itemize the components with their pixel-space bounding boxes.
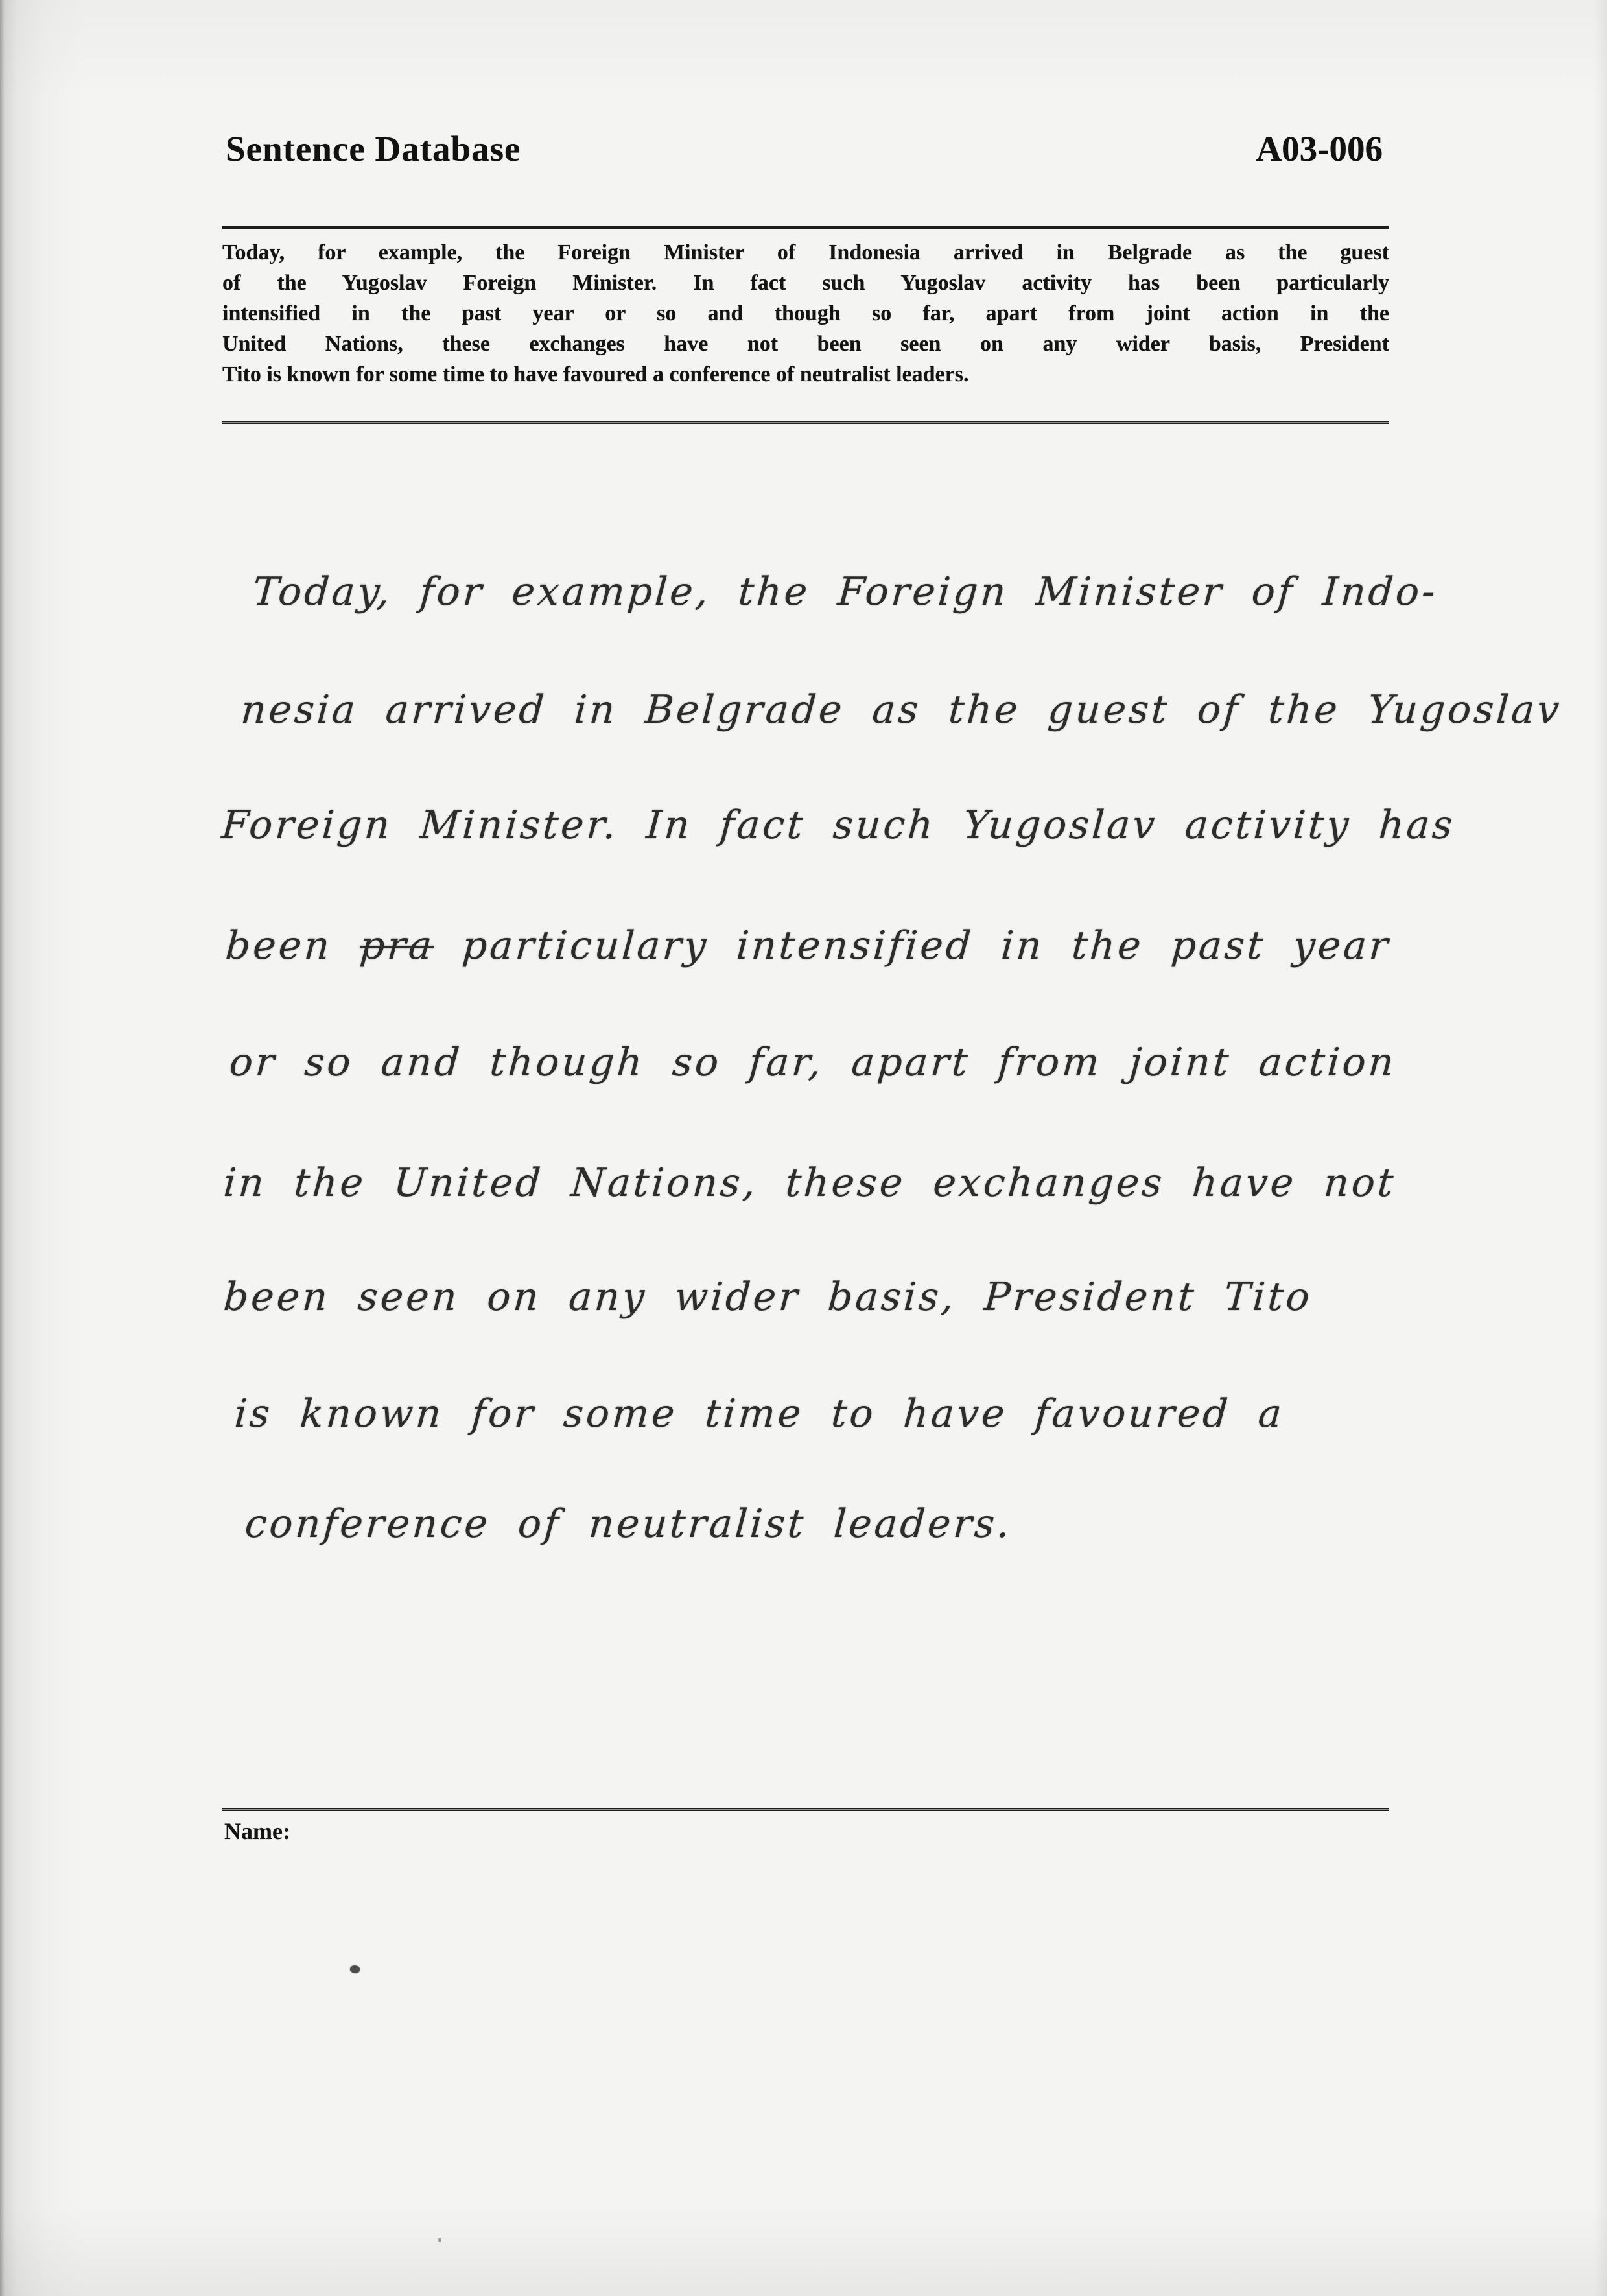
paper-speck (438, 2238, 441, 2242)
handwritten-text: Foreign Minister. In fact such Yugoslav activity has (220, 802, 1457, 848)
printed-text-line: Today, for example, the Foreign Minister of Indonesia arrived in Belgrade as the guest (222, 240, 1389, 264)
name-label: Name: (224, 1818, 290, 1844)
handwritten-text: been seen on any wider basis, President Tito (222, 1274, 1314, 1320)
form-id: A03-006 (1256, 129, 1383, 169)
handwritten-text: is known for some time to have favoured a (233, 1391, 1286, 1436)
handwritten-text: particulary intensified in the past year (432, 923, 1392, 968)
handwritten-line (228, 1040, 1398, 1085)
printed-paragraph (222, 237, 1389, 390)
paragraph-top-rule (222, 226, 1389, 229)
printed-text-line: United Nations, these exchanges have not been seen on any wider basis, President (222, 332, 1389, 356)
printed-text-line: Tito is known for some time to have favoured a conference of neutralist leaders. (222, 362, 969, 386)
handwritten-line (240, 687, 1564, 732)
struck-out-word: pra (358, 923, 436, 968)
handwritten-line (222, 1160, 1398, 1206)
handwritten-text: Today, for example, the Foreign Minister of Indo- (251, 569, 1440, 615)
handwritten-line (252, 569, 1439, 615)
handwritten-text: been (224, 923, 362, 968)
handwritten-line (222, 1274, 1314, 1320)
handwritten-text: nesia arrived in Belgrade as the guest of the Yugoslav (239, 687, 1564, 732)
paragraph-bottom-rule (222, 421, 1389, 424)
name-section-rule (222, 1808, 1389, 1811)
handwritten-line (233, 1391, 1286, 1436)
handwritten-text: conference of neutralist leaders. (243, 1501, 1014, 1547)
handwritten-line (244, 1501, 1014, 1547)
handwritten-text: in the United Nations, these exchanges have not (222, 1160, 1398, 1206)
ink-speck (349, 1964, 360, 1974)
handwritten-text: or so and though so far, apart from joint action (228, 1040, 1398, 1085)
printed-text-line: intensified in the past year or so and though so far, apart from joint action in the (222, 301, 1389, 325)
printed-text-line: of the Yugoslav Foreign Minister. In fact such Yugoslav activity has been particularly (222, 271, 1389, 295)
handwritten-line (224, 923, 1392, 968)
form-title: Sentence Database (226, 129, 521, 169)
handwritten-line (220, 802, 1457, 848)
